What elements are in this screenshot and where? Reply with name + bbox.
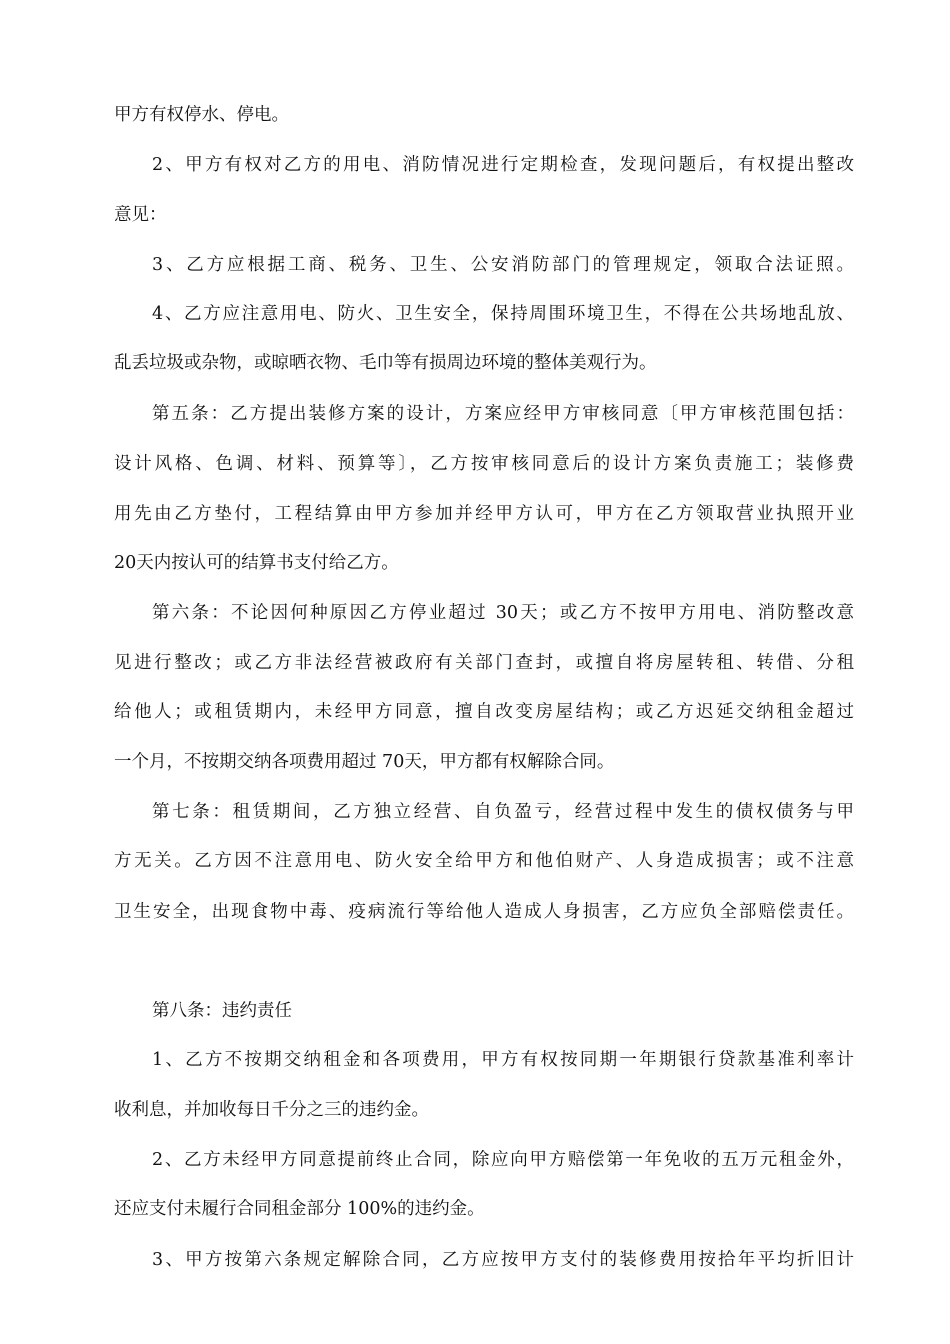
text-line: 3、甲方按第六条规定解除合同，乙方应按甲方支付的装修费用按拾年平均折旧计	[152, 1250, 854, 1270]
text-line: 意见：	[114, 205, 167, 225]
text-line: 2、乙方未经甲方同意提前终止合同，除应向甲方赔偿第一年免收的五万元租金外，	[152, 1150, 854, 1170]
text-line: 4、乙方应注意用电、防火、卫生安全，保持周围环境卫生，不得在公共场地乱放、	[152, 304, 854, 324]
text-line: 第五条：乙方提出装修方案的设计，方案应经甲方审核同意〔甲方审核范围包括：	[152, 404, 854, 424]
text-line: 给他人；或租赁期内，未经甲方同意，擅自改变房屋结构；或乙方迟延交纳租金超过	[114, 702, 854, 722]
text-line: 还应支付未履行合同租金部分 100%的违约金。	[114, 1199, 485, 1219]
text-line: 设计风格、色调、材料、预算等〕，乙方按审核同意后的设计方案负责施工；装修费	[114, 454, 854, 474]
text-line: 2、甲方有权对乙方的用电、消防情况进行定期检查，发现问题后，有权提出整改	[152, 155, 854, 175]
text-line: 方无关。乙方因不注意用电、防火安全给甲方和他伯财产、人身造成损害；或不注意	[114, 851, 854, 871]
text-line: 见进行整改；或乙方非法经营被政府有关部门查封，或擅自将房屋转租、转借、分租	[114, 653, 854, 673]
text-line: 3、乙方应根据工商、税务、卫生、公安消防部门的管理规定，领取合法证照。	[152, 255, 854, 275]
text-line: 用先由乙方垫付，工程结算由甲方参加并经甲方认可，甲方在乙方领取营业执照开业	[114, 504, 854, 524]
text-line: 卫生安全，出现食物中毒、疫病流行等给他人造成人身损害，乙方应负全部赔偿责任。	[114, 902, 854, 922]
text-line: 乱丢垃圾或杂物，或晾晒衣物、毛巾等有损周边环境的整体美观行为。	[114, 353, 657, 373]
text-line: 20天内按认可的结算书支付给乙方。	[114, 553, 399, 573]
text-line: 第七条：租赁期间，乙方独立经营、自负盈亏，经营过程中发生的债权债务与甲	[152, 802, 854, 822]
text-line: 1、乙方不按期交纳租金和各项费用，甲方有权按同期一年期银行贷款基准利率计	[152, 1050, 854, 1070]
text-line: 第六条：不论因何种原因乙方停业超过 30天；或乙方不按甲方用电、消防整改意	[152, 603, 854, 623]
text-line: 甲方有权停水、停电。	[114, 105, 289, 125]
section-heading: 第八条：违约责任	[152, 1001, 292, 1021]
text-line: 收利息，并加收每日千分之三的违约金。	[114, 1100, 429, 1120]
text-line: 一个月，不按期交纳各项费用超过 70天，甲方都有权解除合同。	[114, 752, 615, 772]
